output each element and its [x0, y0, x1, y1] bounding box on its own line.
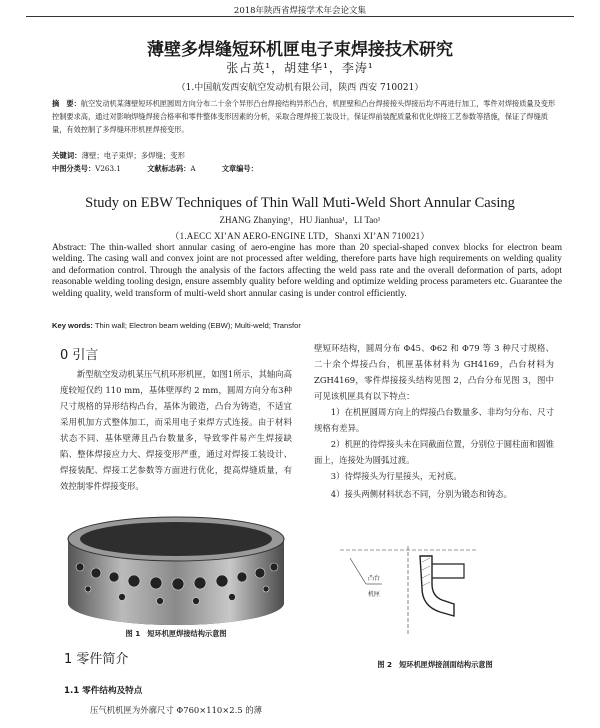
section-0-heading: 0 引言: [60, 348, 99, 363]
figure-1-casing-image: [60, 505, 292, 629]
abstract-cn-text: 航空发动机某薄壁短环机匣圆周方向分布二十余个异形凸台焊接结构异形凸台，机匣壁和凸台焊接接头焊接后均不再进行加工，零件对焊接质量及变形控制要求高，通过对影响焊缝焊接合格率和零件整体变形因素的分析，采取合理焊接工装设计，保证焊前装配质量和优化焊接工艺参数等措施，保证了焊缝质量，有效控制了多焊缝环形机匣焊接变形。: [52, 99, 556, 134]
authors-en: ZHANG Zhanying¹，HU Jianhua¹，LI Tao¹: [219, 215, 381, 225]
header-rule: [26, 16, 574, 17]
classification-line: [52, 164, 552, 174]
keywords-cn: [52, 150, 552, 161]
affiliation-en: （1.AECC XI’AN AERO-ENGINE LTD，Shanxi XI’AN 710021）: [170, 231, 430, 241]
paper-title-en: Study on EBW Techniques of Thin Wall Muti-Weld Short Annular Casing: [85, 195, 515, 211]
abstract-en-label: Abstract:: [52, 243, 87, 253]
keywords-en-text: Thin wall; Electron beam welding (EBW); Multi-weld; Transfor: [92, 321, 301, 330]
keywords-en: [52, 321, 562, 330]
figure-2-label-casing: 机匣: [368, 591, 381, 598]
keywords-cn-text: 薄壁；电子束焊；多焊缝；变形: [81, 151, 186, 160]
paper-title-cn: 薄壁多焊缝短环机匣电子束焊接技术研究: [147, 40, 453, 60]
affiliation-cn: （1.中国航发西安航空发动机有限公司，陕西 西安 710021）: [176, 83, 424, 93]
subsection-1-1-text: 压气机机匣为外廓尺寸 Φ760×110×2.5 的薄: [90, 705, 263, 715]
feature-item-4: 4）接头两侧材料状态不同，分别为锻态和铸态。: [330, 489, 512, 499]
intro-paragraph: 新型航空发动机某压气机环形机匣，如图1所示，其轴向高度较短仅约 110 mm，基体壁厚约 2 mm，圆周方向分布3种尺寸规格的异形结构凸台，基体为锻造，凸台为铸造，不适宜采用机加方式整体加工，而采用电子束焊方式连接。由于材料状态不同、基体壁薄且凸台数量多，导致零件易产生焊接缺陷、整体焊接应力大、焊接变形严重，通过对焊接工装设计、焊接装配、焊接工艺参数等方面进行优化，提高焊缝质量，有效控制零件焊接变形。: [60, 369, 292, 491]
feature-item-1: 1）在机匣圆周方向上的焊接凸台数量多、非均匀分布、尺寸规格有差异。: [314, 407, 554, 433]
figure-2-cross-section: [336, 544, 480, 636]
figure-2-label-boss: 凸台: [368, 575, 381, 582]
subsection-1-1-heading: 1.1 零件结构及特点: [64, 686, 143, 696]
feature-item-2: 2）机匣的待焊接头未在同截面位置，分别位于圆柱面和圆锥面上，连接处为圆弧过渡。: [314, 439, 554, 465]
running-header: 2018年陕西省焊接学术年会论文集: [233, 6, 367, 16]
document-code: 文献标志码：A: [147, 164, 196, 173]
section-1-heading: 1 零件简介: [64, 652, 129, 667]
abstract-cn-label: 摘 要：: [52, 99, 81, 108]
abstract-en-text: The thin-walled short annular casing of aero-engine has more than 20 special-shaped convex blocks for electron beam welding. The casing wall and convex joint are not processed after welding, therefore parts have high requirements on welding quality and deformation control. Through the analysis of the factors affecting the weld pass rate and the overall deformation of parts, adopt reasonable welding tooling design, ensure assembly quality before welding and optimize welding process parameters etc. Guarantee the welding quality, weld transform of multi-weld short annular casing is under control efficiently.: [52, 243, 562, 299]
abstract-en: [52, 243, 562, 300]
feature-item-3: 3）待焊接头为行星接头，无衬底。: [330, 471, 462, 481]
keywords-en-label: Key words:: [52, 321, 93, 330]
figure-2-caption: 图 2 短环机匣焊接剖面结构示意图: [377, 660, 493, 669]
article-number: 文章编号：: [221, 164, 258, 173]
keywords-cn-label: 关键词：: [52, 151, 82, 160]
figure-1-caption: 图 1 短环机匣焊接结构示意图: [125, 629, 227, 638]
clc-code: 中图分类号：V263.1: [52, 164, 121, 173]
right-column-paragraph: 壁短环结构，圆周分布 Φ45、Φ62 和 Φ79 等 3 种尺寸规格、二十余个焊接凸台，机匣基体材料为 GH4169，凸台材料为 ZGH4169，零件焊接接头结构见图 2，凸台分布见图 3，图中可见该机匣具有以下特点：: [314, 343, 554, 401]
authors-cn: 张占英¹，胡建华¹，李涛¹: [226, 61, 374, 75]
abstract-cn: [52, 97, 558, 136]
